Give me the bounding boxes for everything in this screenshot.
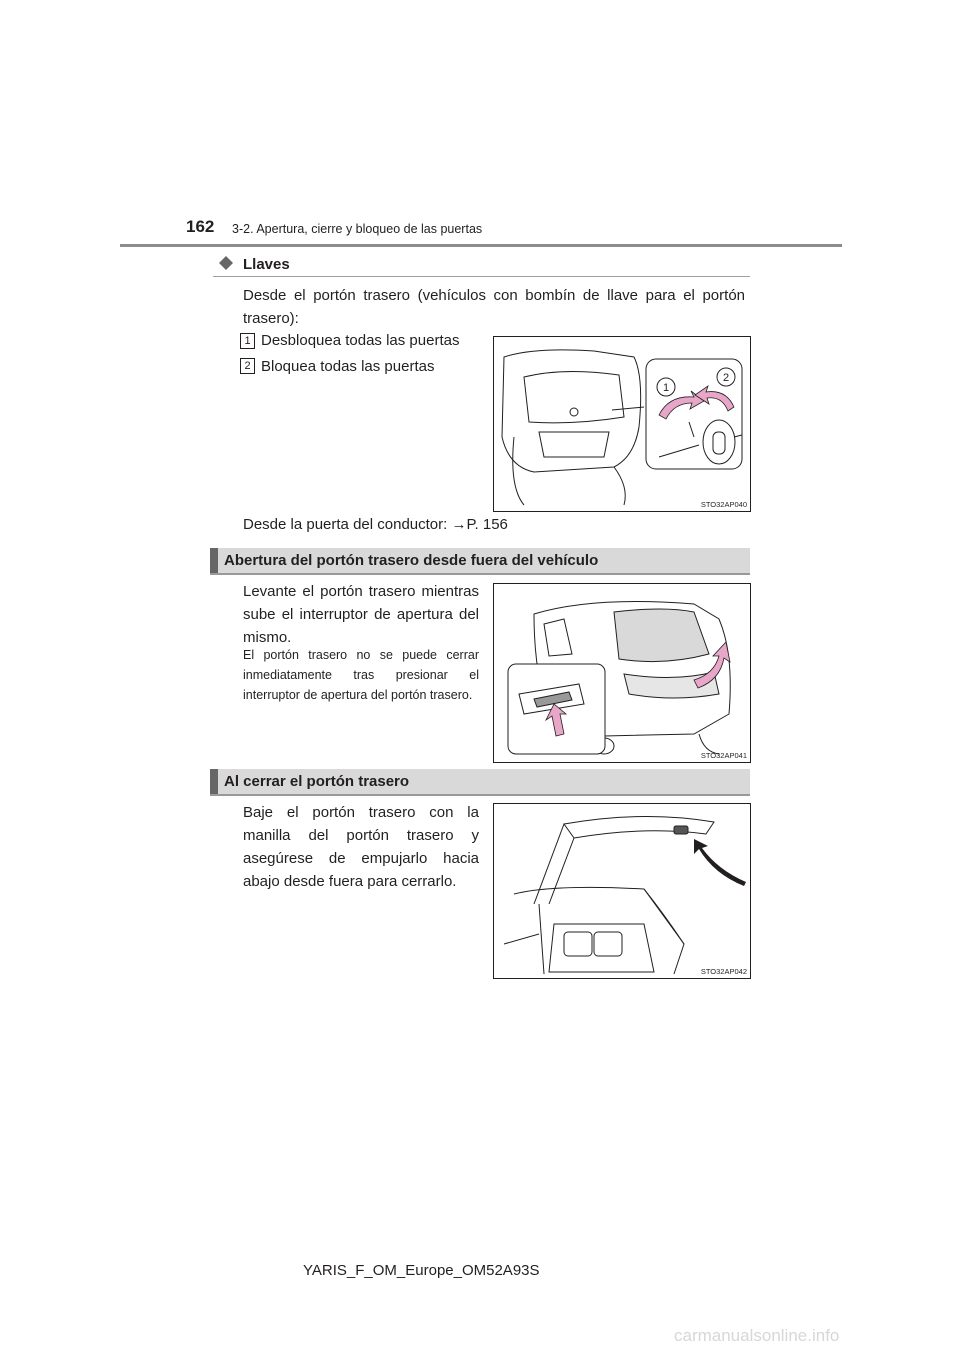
chapter-section-title: 3-2. Apertura, cierre y bloqueo de las puertas	[232, 222, 483, 236]
section-header-opening	[210, 548, 750, 574]
section-header-closing	[210, 769, 750, 795]
key-cylinder-illustration	[494, 337, 750, 511]
figure-code: STO32AP040	[700, 500, 747, 509]
section-rule	[210, 573, 750, 575]
closing-instruction-text: Baje el portón trasero con la manilla del portón trasero y asegúrese de empujarlo hacia abajo desde fuera para cerrarlo.	[243, 804, 479, 890]
llaves-heading: Llaves	[243, 256, 290, 273]
page-number: 162	[186, 217, 215, 236]
section-title-closing: Al cerrar el portón trasero	[224, 773, 410, 790]
figure-closing-handle	[493, 803, 751, 979]
watermark: carmanualsonline.info	[674, 1326, 840, 1345]
item-number-1: 1	[240, 333, 255, 349]
figure-opening-switch	[493, 583, 751, 763]
callout-1: 1	[662, 382, 670, 394]
closing-handle-illustration	[494, 804, 750, 978]
opening-switch-illustration	[494, 584, 750, 762]
diamond-bullet-icon	[219, 256, 233, 270]
item-number-2: 2	[240, 358, 255, 374]
llaves-heading-rule	[213, 276, 750, 277]
section-rule	[210, 794, 750, 796]
opening-note-text: El portón trasero no se puede cerrar inmediatamente tras presionar el interruptor de apertura del portón trasero.	[243, 648, 479, 702]
section-marker	[210, 548, 218, 574]
document-code: YARIS_F_OM_Europe_OM52A93S	[303, 1262, 540, 1279]
driver-door-reference: Desde la puerta del conductor: →P. 156	[243, 516, 508, 533]
section-marker	[210, 769, 218, 795]
figure-code: STO32AP041	[700, 751, 747, 760]
opening-instruction-text: Levante el portón trasero mientras sube el interruptor de apertura del mismo.	[243, 583, 479, 646]
figure-key-cylinder	[493, 336, 751, 512]
item-unlock-text: Desbloquea todas las puertas	[261, 332, 460, 349]
callout-2: 2	[722, 372, 730, 384]
section-title-opening: Abertura del portón trasero desde fuera del vehículo	[224, 552, 599, 569]
item-lock-text: Bloquea todas las puertas	[261, 358, 435, 375]
llaves-intro-text: Desde el portón trasero (vehículos con bombín de llave para el portón trasero):	[243, 287, 745, 327]
header-divider	[120, 244, 842, 247]
figure-code: STO32AP042	[700, 967, 747, 976]
